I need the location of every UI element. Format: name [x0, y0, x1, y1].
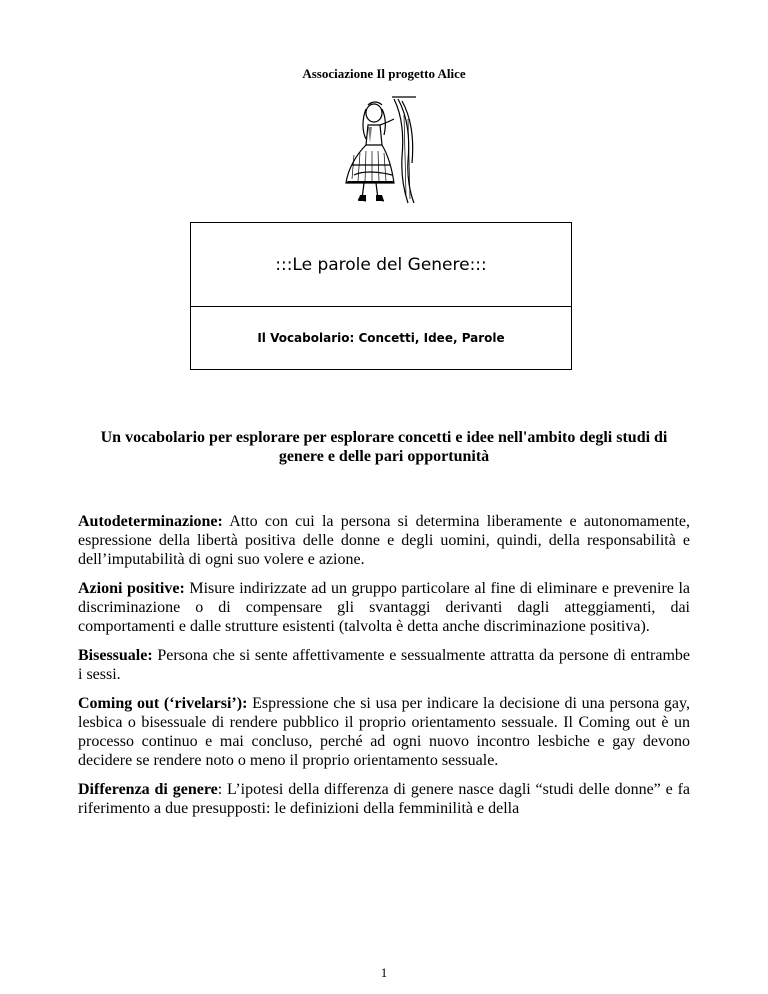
- entry-definition: Espressione che si usa per indicare la decisione di una persona gay, lesbica o bisessuale di rendere pubblico il proprio orientamento sessuale. Il Coming out è un processo continuo e mai concluso, perché ad ogni nuovo incontro lesbiche e gay devono decidere se rendere noto o meno il proprio orientamento sessuale.: [78, 695, 690, 769]
- title-box: [190, 222, 572, 370]
- glossary-entry: [78, 512, 690, 569]
- glossary-entry: [78, 780, 690, 818]
- glossary-entry: [78, 579, 690, 636]
- entry-definition: : L’ipotesi della differenza di genere nasce dagli “studi delle donne” e fa riferimento a due presupposti: le definizioni della femminilità e della: [78, 781, 691, 817]
- alice-illustration-icon: [332, 95, 432, 207]
- page-number: 1: [380, 965, 388, 980]
- glossary-entry: [78, 694, 690, 770]
- glossary-entry: [78, 646, 690, 684]
- entry-definition: Persona che si sente affettivamente e sessualmente attratta da persone di entrambe i sessi.: [78, 647, 690, 683]
- organization-name: Associazione Il progetto Alice: [302, 66, 466, 81]
- entry-term: Autodeterminazione:: [78, 513, 223, 530]
- entry-term: Azioni positive:: [78, 580, 185, 597]
- entry-term: Bisessuale:: [78, 647, 153, 664]
- glossary-entries: [78, 512, 690, 828]
- intro-heading: Un vocabolario per esplorare per esplorare concetti e idee nell'ambito degli studi di genere e delle pari opportunità: [100, 429, 668, 465]
- entry-term: Coming out (‘rivelarsi’):: [78, 695, 248, 712]
- document-title: :::Le parole del Genere:::: [191, 223, 571, 307]
- entry-definition: Atto con cui la persona si determina liberamente e autonomamente, espressione della libertà positiva delle donne e degli uomini, quindi, della responsabilità e dell’imputabilità di ogni suo volere e azione.: [78, 513, 690, 568]
- entry-term: Differenza di genere: [78, 781, 218, 798]
- entry-definition: Misure indirizzate ad un gruppo particolare al fine di eliminare e prevenire la discriminazione o di compensare gli svantaggi derivanti dagli atteggiamenti, dai comportamenti e dalle strutture esistenti (talvolta è detta anche discriminazione positiva).: [78, 580, 690, 635]
- document-subtitle: Il Vocabolario: Concetti, Idee, Parole: [257, 331, 505, 345]
